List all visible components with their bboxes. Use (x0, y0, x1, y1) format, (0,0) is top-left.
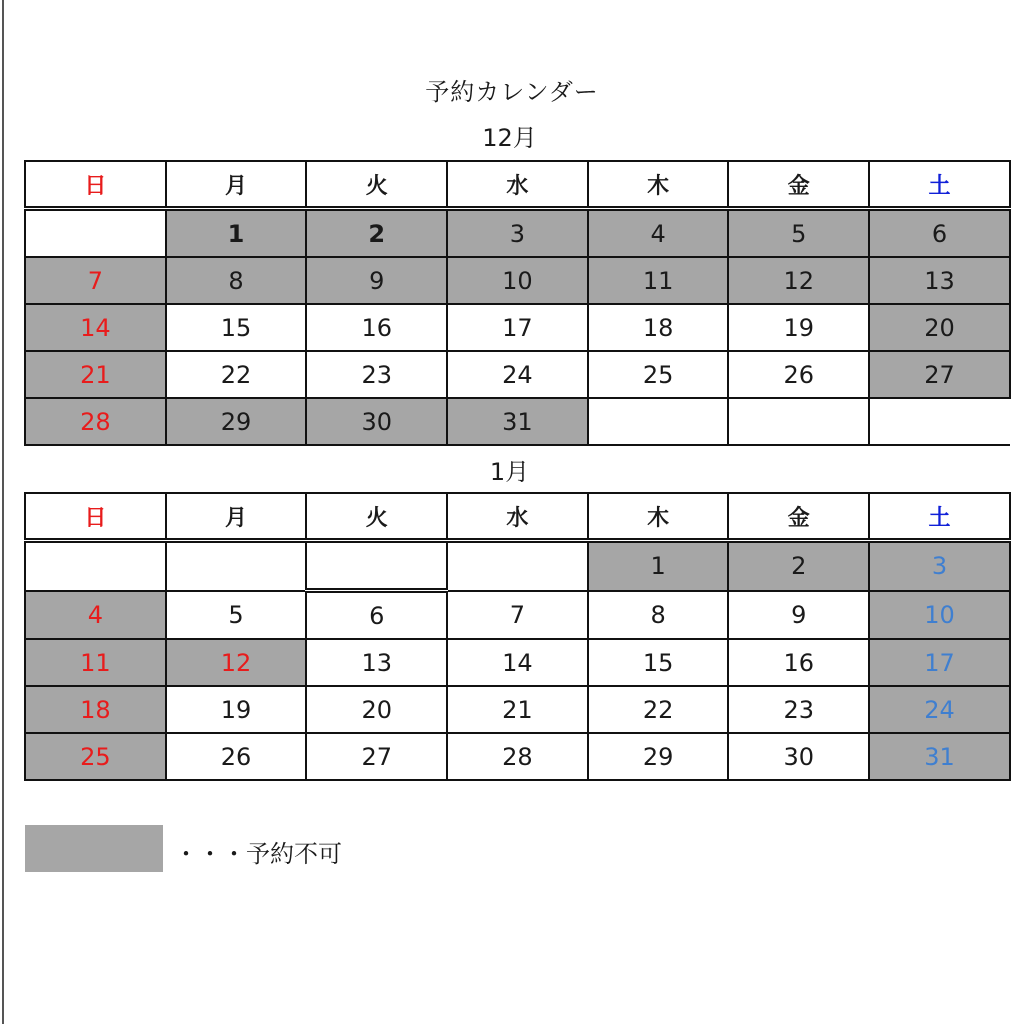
calendar-december (24, 160, 1011, 446)
date-cell-unavailable: 10 (869, 591, 1010, 640)
date-cell-available: 23 (728, 686, 869, 733)
date-cell-available: 26 (728, 351, 869, 398)
date-cell-unavailable: 12 (166, 639, 307, 686)
date-cell-available: 15 (166, 304, 307, 351)
date-cell-available: 29 (588, 733, 729, 780)
calendar-january (24, 492, 1011, 781)
date-cell-available: 15 (588, 639, 729, 686)
date-cell-unavailable: 11 (25, 639, 166, 686)
date-cell-unavailable: 7 (25, 257, 166, 304)
date-cell-available: 27 (306, 733, 447, 780)
date-cell-unavailable: 13 (869, 257, 1010, 304)
date-cell-empty (869, 398, 1010, 445)
date-cell-unavailable: 10 (447, 257, 588, 304)
date-cell-unavailable: 8 (166, 257, 307, 304)
legend-swatch (25, 825, 163, 872)
month-title-january: 1月 (489, 458, 530, 486)
date-cell-available: 8 (588, 591, 729, 640)
date-cell-empty (447, 541, 588, 591)
date-cell-empty (306, 541, 447, 591)
date-cell-unavailable: 4 (25, 591, 166, 640)
week-row (25, 639, 1010, 686)
date-cell-unavailable: 31 (447, 398, 588, 445)
weekday-friday: 金 (728, 161, 869, 209)
date-cell-unavailable: 28 (25, 398, 166, 445)
date-cell-empty (728, 398, 869, 445)
weekday-header-row (25, 161, 1010, 209)
weekday-saturday: 土 (869, 161, 1010, 209)
date-cell-unavailable: 2 (728, 541, 869, 591)
date-cell-available: 16 (306, 304, 447, 351)
date-cell-available: 19 (728, 304, 869, 351)
date-cell-unavailable: 27 (869, 351, 1010, 398)
date-cell-available: 19 (166, 686, 307, 733)
week-row (25, 304, 1010, 351)
date-cell-unavailable: 17 (869, 639, 1010, 686)
date-cell-available: 7 (447, 591, 588, 640)
date-cell-available: 17 (447, 304, 588, 351)
date-cell-available: 9 (728, 591, 869, 640)
date-cell-unavailable: 14 (25, 304, 166, 351)
date-cell-empty (588, 398, 729, 445)
date-cell-unavailable: 31 (869, 733, 1010, 780)
date-cell-available: 23 (306, 351, 447, 398)
weekday-tuesday: 火 (306, 493, 447, 541)
date-cell-unavailable: 11 (588, 257, 729, 304)
date-cell-unavailable: 3 (869, 541, 1010, 591)
page-title: 予約カレンダー (425, 78, 599, 106)
weekday-sunday: 日 (25, 493, 166, 541)
date-cell-available: 28 (447, 733, 588, 780)
date-cell-available: 25 (588, 351, 729, 398)
weekday-tuesday: 火 (306, 161, 447, 209)
date-cell-unavailable: 24 (869, 686, 1010, 733)
weekday-thursday: 木 (588, 493, 729, 541)
legend-label: ・・・予約不可 (174, 840, 342, 868)
date-cell-empty (166, 541, 307, 591)
weekday-monday: 月 (166, 493, 307, 541)
date-cell-available: 5 (166, 591, 307, 640)
weekday-friday: 金 (728, 493, 869, 541)
date-cell-available: 24 (447, 351, 588, 398)
date-cell-unavailable: 1 (588, 541, 729, 591)
week-row (25, 686, 1010, 733)
date-cell-available: 13 (306, 639, 447, 686)
date-cell-available: 16 (728, 639, 869, 686)
date-cell-unavailable: 1 (166, 209, 307, 258)
date-cell-available: 30 (728, 733, 869, 780)
week-row (25, 398, 1010, 445)
weekday-wednesday: 水 (447, 493, 588, 541)
weekday-sunday: 日 (25, 161, 166, 209)
weekday-thursday: 木 (588, 161, 729, 209)
week-row (25, 591, 1010, 640)
week-row (25, 733, 1010, 780)
date-cell-unavailable: 6 (869, 209, 1010, 258)
date-cell-unavailable: 25 (25, 733, 166, 780)
weekday-wednesday: 水 (447, 161, 588, 209)
date-cell-available: 22 (588, 686, 729, 733)
date-cell-unavailable: 18 (25, 686, 166, 733)
date-cell-unavailable: 21 (25, 351, 166, 398)
week-row (25, 209, 1010, 258)
week-row (25, 351, 1010, 398)
date-cell-empty (25, 209, 166, 258)
date-cell-available: 26 (166, 733, 307, 780)
date-cell-available: 22 (166, 351, 307, 398)
week-row (25, 541, 1010, 591)
page-edge (2, 0, 4, 1024)
date-cell-unavailable: 30 (306, 398, 447, 445)
date-cell-unavailable: 29 (166, 398, 307, 445)
weekday-header-row (25, 493, 1010, 541)
date-cell-available: 6 (306, 591, 447, 640)
month-title-december: 12月 (482, 124, 537, 152)
date-cell-available: 18 (588, 304, 729, 351)
date-cell-unavailable: 5 (728, 209, 869, 258)
date-cell-unavailable: 4 (588, 209, 729, 258)
date-cell-empty (25, 541, 166, 591)
date-cell-available: 14 (447, 639, 588, 686)
week-row (25, 257, 1010, 304)
date-cell-available: 21 (447, 686, 588, 733)
date-cell-unavailable: 20 (869, 304, 1010, 351)
date-cell-unavailable: 2 (306, 209, 447, 258)
weekday-saturday: 土 (869, 493, 1010, 541)
date-cell-available: 20 (306, 686, 447, 733)
weekday-monday: 月 (166, 161, 307, 209)
date-cell-unavailable: 9 (306, 257, 447, 304)
date-cell-unavailable: 12 (728, 257, 869, 304)
date-cell-unavailable: 3 (447, 209, 588, 258)
